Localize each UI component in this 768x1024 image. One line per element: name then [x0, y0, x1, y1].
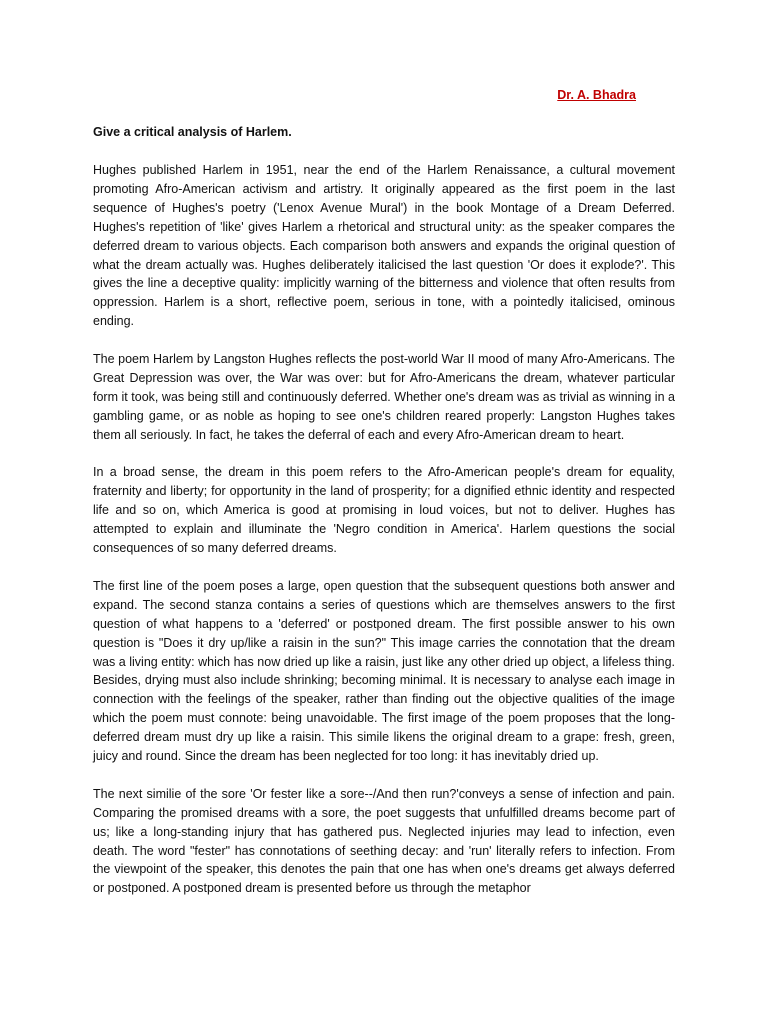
document-body	[93, 161, 675, 917]
paragraph-2: The poem Harlem by Langston Hughes reflects the post-world War II mood of many Afro-Americans. The Great Depression was over, the War was over: but for Afro-Americans the dream, whatever particular form it took, was being still and continuously deferred. Whether one's dream was as trivial as winning in a gambling game, or as noble as hoping to see one's children reared properly: Langston Hughes takes them all seriously. In fact, he takes the deferral of each and every Afro-American dream to heart.	[93, 352, 675, 442]
paragraph-5: The next similie of the sore 'Or fester like a sore--/And then run?'conveys a sense of infection and pain. Comparing the promised dreams with a sore, the poet suggests that unfulfilled dreams become part of us; like a long-standing injury that has gathered pus. Neglected injuries may lead to infection, even death. The word "fester" has connotations of seething decay: and 'run' literally refers to infection. From the viewpoint of the speaker, this denotes the pain that one has when one's dreams get always deferred or postponed. A postponed dream is presented before us through the metaphor	[93, 786, 675, 896]
paragraph-3: In a broad sense, the dream in this poem refers to the Afro-American people's dream for equality, fraternity and liberty; for opportunity in the land of prosperity; for a dignified ethnic identity and respected life and so on, which America is good at promising in loud voices, but not to deliver. Hughes has attempted to explain and illuminate the 'Negro condition in America'. Harlem questions the social consequences of so many deferred dreams.	[93, 465, 675, 556]
author-name: Dr. A. Bhadra	[557, 88, 636, 102]
paragraph-1: Hughes published Harlem in 1951, near the end of the Harlem Renaissance, a cultural movement promoting Afro-American activism and artistry. It originally appeared as the first poem in the last sequence of Hughes's poetry ('Lenox Avenue Mural') in the book Montage of a Dream Deferred. Hughes's repetition of 'like' gives Harlem a rhetorical and structural unity: as the speaker compares the deferred dream to various objects. Each comparison both answers and expands the original question of what the dream actually was. Hughes deliberately italicised the last question 'Or does it explode?'. This gives the line a deceptive quality: implicitly warning of the bitterness and violence that often results from oppression. Harlem is a short, reflective poem, serious in tone, with a pointedly italicised, ominous ending.	[93, 163, 675, 329]
paragraph-4: The first line of the poem poses a large, open question that the subsequent questions both answer and expand. The second stanza contains a series of questions which are themselves answers to the first question of what happens to a 'deferred' or postponed dream. The first possible answer to his own question is "Does it dry up/like a raisin in the sun?" This image carries the connotation that the dream was a living entity: which has now dried up like a raisin, just like any other dried up object, a lifeless thing. Besides, drying must also include shrinking; becoming minimal. It is necessary to analyse each image in connection with the feelings of the speaker, rather than finding out the objective qualities of the image which the poem must connote: being unavoidable. The first image of the poem proposes that the long-deferred dream must dry up like a raisin. This simile likens the original dream to a grape: fresh, green, juicy and round. Since the dream has been neglected for too long: it has inevitably dried up.	[93, 578, 675, 764]
document-heading: Give a critical analysis of Harlem.	[93, 125, 292, 139]
